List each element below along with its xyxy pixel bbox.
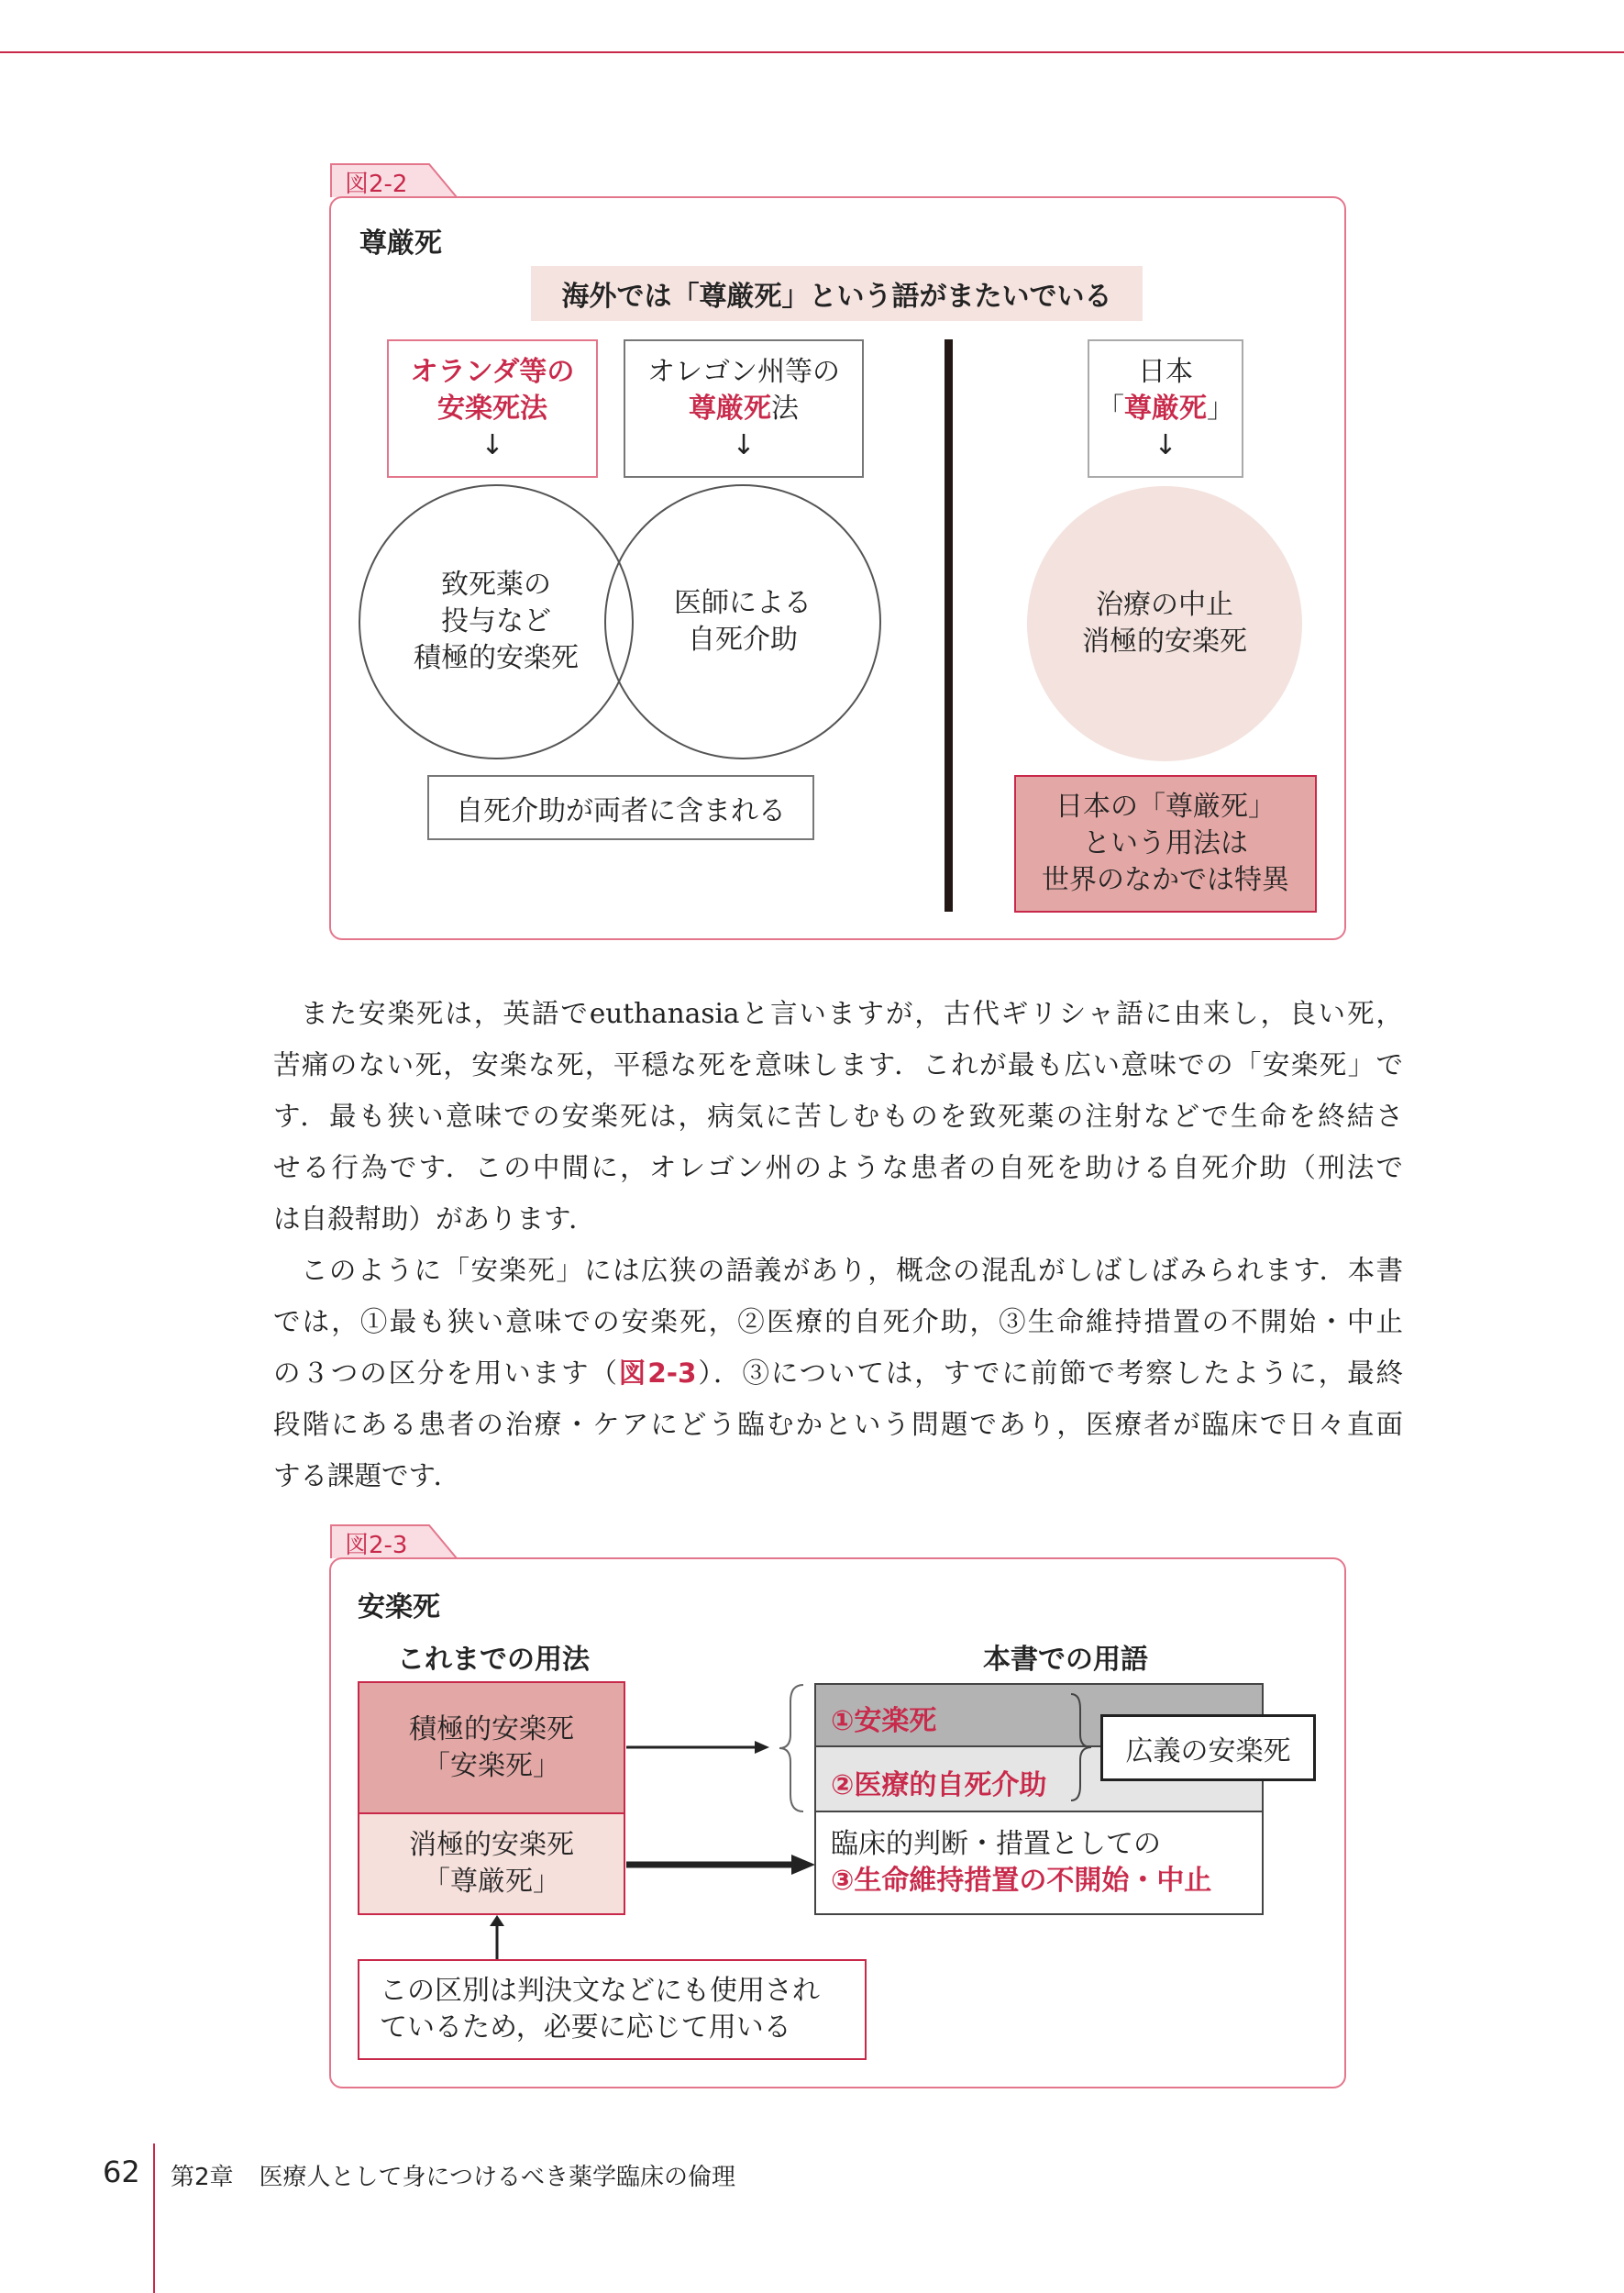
circle-right-line2: 自死介助 — [688, 624, 798, 656]
left-bottom-line1: 消極的安楽死 — [409, 1829, 574, 1861]
circle-left-line1: 致死薬の — [441, 569, 551, 601]
figure-2-2-tab — [330, 163, 458, 196]
text-line: このように「安楽死」には広狭の語義があり，概念の混乱がしばしばみられます．本書 — [301, 1255, 1403, 1286]
left-top-line2: 「安楽死」 — [423, 1749, 560, 1782]
box-japan-open: 「 — [1097, 392, 1124, 425]
figure-2-2-title: 尊厳死 — [359, 227, 442, 260]
note-overlap — [427, 775, 814, 840]
box-netherlands-line1: オランダ等の — [410, 355, 575, 388]
text-line: 苦痛のない死，安楽な死，平穏な死を意味します．これが最も広い意味での「安楽死」で — [273, 1049, 1404, 1080]
circle-left-line2: 投与など — [441, 605, 551, 637]
left-passive-euthanasia — [358, 1812, 625, 1915]
banner-text: 海外では「尊厳死」という語がまたいでいる — [561, 281, 1112, 313]
box-japan-red: 尊厳死 — [1124, 392, 1207, 425]
note-overlap-text: 自死介助が両者に含まれる — [456, 794, 786, 827]
note-japan-unique — [1014, 775, 1317, 913]
text-line: では，①最も狭い意味での安楽死，②医療的自死介助，③生命維持措置の不開始・中止 — [273, 1306, 1403, 1337]
right-euthanasia-label: ①安楽死 — [831, 1705, 937, 1737]
right-withholding-line1: 臨床的判断・措置としての — [831, 1828, 1161, 1860]
box-oregon-line1: オレゴン州等の — [647, 355, 840, 388]
box-oregon — [624, 339, 864, 478]
right-assisted-suicide-label: ②医療的自死介助 — [831, 1769, 1047, 1801]
figure-2-3-title: 安楽死 — [358, 1591, 440, 1623]
page-number: 62 — [103, 2155, 140, 2189]
box-netherlands-line2: 安楽死法 — [437, 392, 547, 425]
circle-left-line3: 積極的安楽死 — [414, 642, 579, 674]
box-netherlands — [387, 339, 598, 478]
circle-active-euthanasia — [359, 484, 634, 759]
body-text — [273, 988, 1403, 1501]
box-oregon-line2-rest: 法 — [771, 392, 799, 425]
arrow-to-withholding-icon — [626, 1852, 819, 1878]
circle-japan-line1: 治療の中止 — [1096, 589, 1233, 621]
up-arrow-icon — [488, 1913, 506, 1963]
text-line: は自殺幇助）があります． — [273, 1203, 596, 1235]
column-header-this-book: 本書での用語 — [983, 1644, 1148, 1676]
text-line: 段階にある患者の治療・ケアにどう臨むかという問題であり，医療者が臨床で日々直面 — [273, 1409, 1403, 1440]
text-line — [273, 1347, 1403, 1399]
footer-chapter — [171, 2158, 735, 2192]
footer-chapter-number: 第2章 — [171, 2164, 234, 2191]
note-judgments — [358, 1959, 867, 2060]
footer-vertical-rule — [153, 2143, 155, 2293]
figure-2-3-tab — [330, 1524, 458, 1557]
paragraph-1 — [273, 988, 1403, 1245]
left-bottom-line2: 「尊厳死」 — [423, 1866, 560, 1898]
text-line: する課題です． — [273, 1460, 461, 1491]
note-judgments-line2: ているため，必要に応じて用いる — [380, 2011, 791, 2044]
circle-japan-line2: 消極的安楽死 — [1082, 626, 1247, 658]
text-line: せる行為です．この中間に，オレゴン州のような患者の自死を助ける自死介助（刑法で — [273, 1152, 1403, 1183]
note-judgments-line1: この区別は判決文などにも使用され — [380, 1975, 820, 2007]
figure-2-2-banner — [531, 266, 1143, 321]
right-withholding — [814, 1812, 1264, 1915]
text-run: の３つの区分を用います（ — [273, 1357, 619, 1389]
down-arrow-icon: ↓ — [481, 428, 504, 461]
left-top-line1: 積極的安楽死 — [409, 1712, 574, 1745]
brace-icon — [778, 1683, 805, 1813]
note-japan-line1: 日本の「尊厳死」 — [1055, 791, 1276, 823]
text-run: ）．③については，すでに前節で考察したように，最終 — [696, 1357, 1404, 1389]
footer-chapter-title: 医療人として身につけるべき薬学臨床の倫理 — [259, 2164, 736, 2191]
figure-2-3-ref-link[interactable]: 図2-3 — [618, 1357, 697, 1389]
column-header-previous: これまでの用法 — [397, 1644, 590, 1676]
box-japan-close: 」 — [1207, 392, 1234, 425]
inner-brace-icon — [1069, 1692, 1093, 1802]
left-active-euthanasia — [358, 1681, 625, 1814]
note-japan-line2: という用法は — [1083, 827, 1248, 859]
right-withholding-line2: ③生命維持措置の不開始・中止 — [831, 1865, 1212, 1897]
broad-euthanasia-box — [1100, 1714, 1316, 1781]
paragraph-2 — [273, 1245, 1403, 1501]
broad-euthanasia-text: 広義の安楽死 — [1125, 1734, 1291, 1767]
down-arrow-icon: ↓ — [1154, 428, 1177, 461]
figure-2-2-divider — [945, 339, 953, 912]
arrow-to-euthanasia-icon — [626, 1738, 773, 1756]
circle-right-line1: 医師による — [674, 587, 812, 619]
text-line: また安楽死は，英語でeuthanasiaと言いますが，古代ギリシャ語に由来し，良い死， — [301, 998, 1403, 1029]
note-japan-line3: 世界のなかでは特異 — [1042, 864, 1289, 896]
circle-passive-euthanasia — [1027, 486, 1302, 761]
box-oregon-line2-red: 尊厳死 — [689, 392, 771, 425]
circle-assisted-suicide — [604, 484, 881, 759]
box-japan — [1088, 339, 1243, 478]
down-arrow-icon: ↓ — [732, 428, 756, 461]
box-japan-line1: 日本 — [1138, 355, 1193, 388]
header-rule — [0, 51, 1624, 53]
text-line: す．最も狭い意味での安楽死は，病気に苦しむものを致死薬の注射などで生命を終結さ — [273, 1101, 1403, 1132]
figure-2-2-label: 図2-2 — [345, 171, 408, 198]
figure-2-3-label: 図2-3 — [345, 1532, 408, 1559]
